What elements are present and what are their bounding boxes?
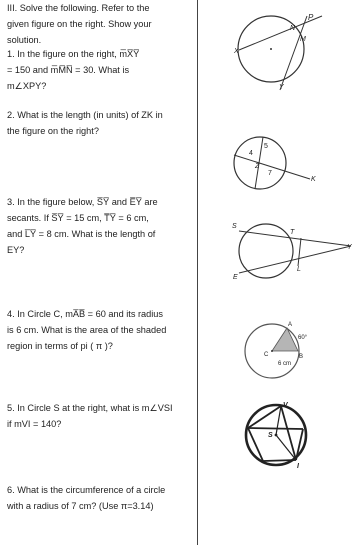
figure-3-label-s: S [232, 223, 237, 230]
question-3 [7, 194, 192, 258]
figure-1-label-n: N [290, 25, 296, 32]
question-5-line: 5. In Circle S at the right, what is m∠VSI [7, 403, 173, 413]
figure-3-label-l: L [297, 266, 301, 273]
instructions-line: solution. [7, 35, 42, 45]
question-4-line: is 6 cm. What is the area of the shaded [7, 325, 167, 335]
figure-1-label-p: P [308, 13, 314, 22]
figure-5-chord-vi [281, 406, 296, 460]
instructions-line: III. Solve the following. Refer to the [7, 3, 150, 13]
figure-2-chord-zk [234, 155, 310, 179]
figure-4-shaded-sector [238, 318, 318, 380]
question-5 [7, 400, 192, 432]
question-3-line: EY? [7, 245, 25, 255]
question-5-line: if mVI = 140? [7, 419, 62, 429]
figure-2-intersecting-chords [230, 133, 325, 195]
figure-1-label-x: X [234, 48, 239, 55]
figure-1-label-m: M [300, 36, 306, 43]
figure-4-label-radius: 6 cm [278, 361, 292, 367]
question-1-line: m∠XPY? [7, 81, 47, 91]
figure-5-label-i: I [297, 463, 299, 470]
figure-5-chord [248, 428, 303, 429]
figure-3-label-y: Y [347, 244, 352, 251]
question-2-line: the figure on the right? [7, 126, 99, 136]
figure-2-label-4: 4 [249, 150, 253, 157]
question-1-line: 1. In the figure on the right, m̅X̅Y̅ [7, 49, 140, 59]
figure-4-label-a: A [288, 322, 293, 328]
figure-1-center-dot [270, 48, 272, 50]
figure-2-label-z: Z [255, 163, 260, 170]
figure-3-label-t: T [290, 229, 295, 236]
instructions [7, 0, 192, 48]
figure-5-label-s: S [268, 432, 273, 439]
question-6-line: 6. What is the circumference of a circle [7, 485, 166, 495]
question-2 [7, 107, 192, 139]
figure-5-label-v: V [283, 402, 288, 409]
question-3-line: and L̅Y̅ = 8 cm. What is the length of [7, 229, 156, 239]
question-4-line: region in terms of pi ( π )? [7, 341, 113, 351]
figure-1-label-y: Y [279, 84, 284, 91]
figure-2-label-7: 7 [268, 170, 272, 177]
figure-2-label-5: 5 [264, 143, 268, 150]
question-6-line: with a radius of 7 cm? (Use π=3.14) [7, 501, 154, 511]
question-4-line: 4. In Circle C, mA̅B̅ = 60 and its radius [7, 309, 163, 319]
figure-5-inscribed-angle [238, 400, 314, 470]
figure-3-two-secants [228, 218, 356, 282]
figure-3-secant-sy [239, 231, 351, 246]
figure-4-center-dot [271, 350, 273, 352]
column-divider [197, 0, 198, 545]
question-4 [7, 306, 192, 354]
question-2-line: 2. What is the length (in units) of ZK in [7, 110, 163, 120]
figure-4-label-angle: 60° [298, 335, 308, 341]
question-3-line: secants. If S̅Y̅ = 15 cm, T̅Y̅ = 6 cm, [7, 213, 149, 223]
figure-3-secant-ey [239, 246, 351, 273]
figure-4-shaded-region [272, 328, 298, 351]
figure-3-label-e: E [233, 274, 238, 281]
figure-4-label-c: C [264, 352, 269, 358]
instructions-line: given figure on the right. Show your [7, 19, 152, 29]
figure-1-secant-angle [225, 10, 335, 95]
question-3-line: 3. In the figure below, S̅Y̅ and E̅Y̅ are [7, 197, 158, 207]
question-1-line: = 150 and m̅M̅N̅ = 30. What is [7, 65, 130, 75]
figure-2-label-k: K [311, 176, 316, 183]
figure-4-label-b: B [299, 354, 304, 360]
figure-5-radius-sv [276, 406, 281, 435]
question-6 [7, 482, 192, 514]
figure-3-tl-segment [298, 238, 301, 266]
figure-5-center-dot [275, 434, 278, 437]
figure-5-chord [263, 460, 296, 461]
question-1 [7, 46, 192, 94]
